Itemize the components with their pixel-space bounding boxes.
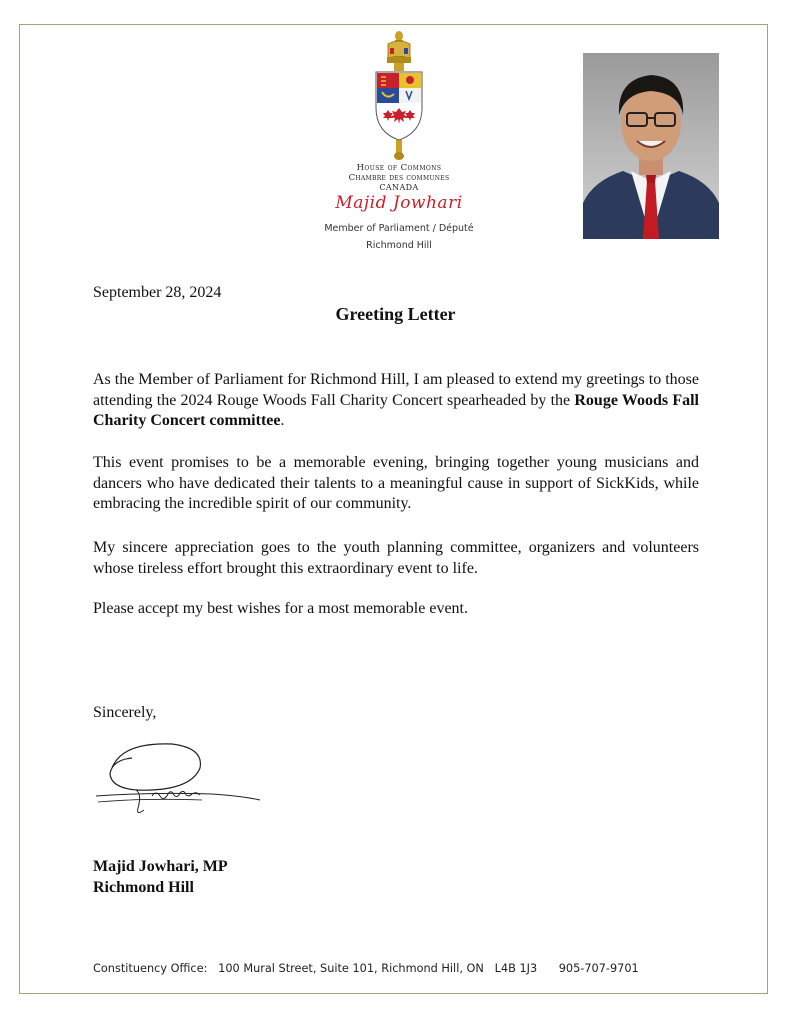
footer-postal: L4B 1J3 — [494, 962, 538, 975]
footer-label: Constituency Office: — [93, 962, 208, 975]
mp-portrait-photo — [583, 53, 719, 239]
paragraph-1 — [93, 370, 699, 432]
footer-address: 100 Mural Street, Suite 101, Richmond Hill, ON — [218, 962, 484, 975]
country-label: CANADA — [379, 183, 419, 192]
mp-riding: Richmond Hill — [366, 240, 432, 251]
institution-english: House of Commons — [356, 163, 442, 173]
paragraph-1-text: As the Member of Parliament for Richmond Hill, I am pleased to extend my greetings to those attending the 2024 Rouge Woods Fall Charity Concert spearheaded by the — [93, 371, 699, 409]
mp-signature-name: Majid Jowhari — [335, 193, 463, 213]
footer-contact — [93, 962, 639, 975]
paragraph-2: This event promises to be a memorable evening, bringing together young musicians and dancers who have dedicated their talents to a meaningful cause in support of SickKids, while embracing the incredible spirit of our community. — [93, 454, 699, 512]
handwritten-signature — [92, 738, 264, 818]
paragraph-1-end: . — [280, 412, 285, 429]
institution-block — [300, 163, 498, 193]
letter-title: Greeting Letter — [335, 304, 456, 324]
signer-name: Majid Jowhari, MP — [93, 858, 228, 875]
signer-riding: Richmond Hill — [93, 878, 194, 896]
letter-date: September 28, 2024 — [93, 284, 222, 301]
paragraph-3: My sincere appreciation goes to the youth planning committee, organizers and volunteers whose tireless effort brought this extraordinary event to life. — [93, 539, 699, 577]
house-of-commons-mace-crest-icon — [366, 28, 432, 162]
footer-phone: 905-707-9701 — [558, 962, 639, 975]
paragraph-4: Please accept my best wishes for a most memorable event. — [93, 600, 468, 617]
mp-title: Member of Parliament / Député — [324, 223, 474, 234]
closing: Sincerely, — [93, 704, 157, 721]
committee-name: Rouge Woods Fall Charity Concert committee — [93, 391, 700, 429]
signer-block — [93, 857, 228, 898]
institution-french: Chambre des communes — [348, 173, 450, 183]
